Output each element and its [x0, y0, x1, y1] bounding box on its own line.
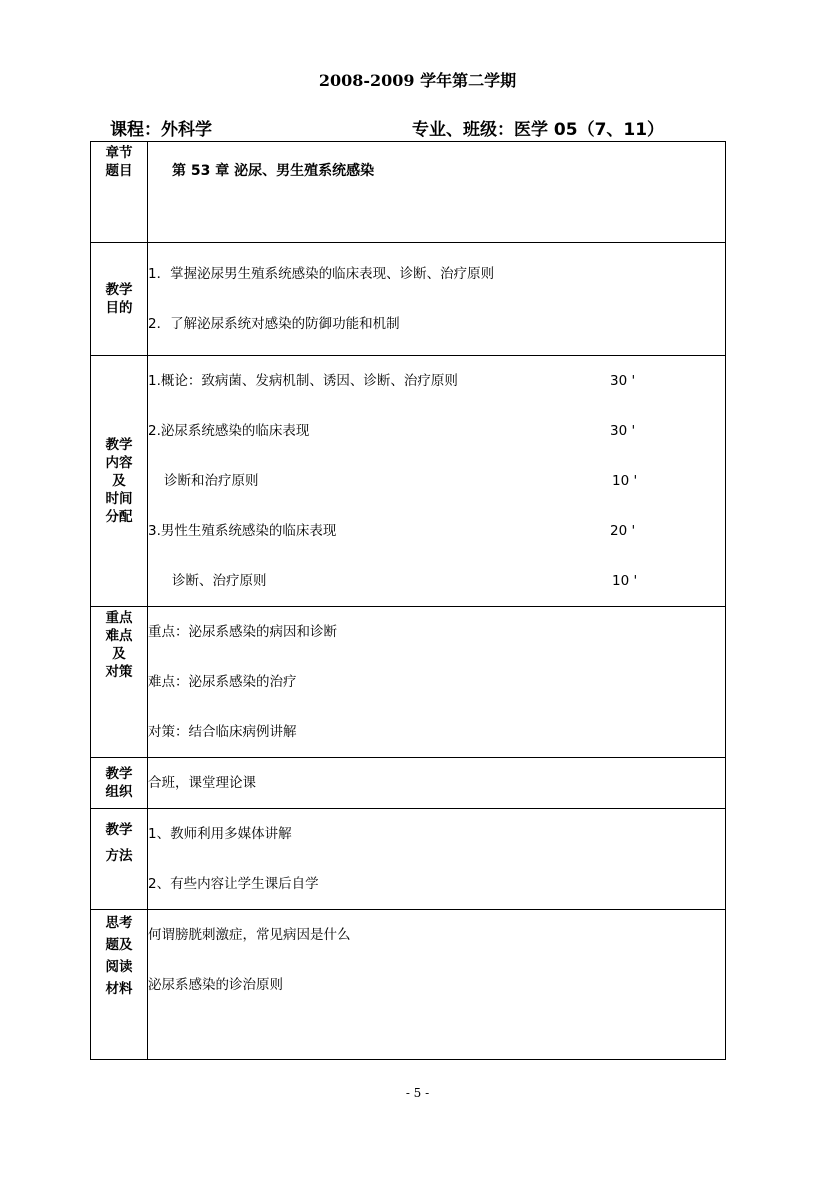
question-item: 何谓膀胱刺激症，常见病因是什么 [148, 927, 351, 943]
questions-label-text: 思考 题及 阅读 材料 [105, 915, 133, 997]
content-item [148, 406, 725, 456]
content-item [148, 556, 725, 606]
page-number: - 5 - [405, 1086, 430, 1100]
objectives-label [91, 243, 148, 356]
content-label [91, 356, 148, 607]
content-row [91, 356, 726, 607]
content-item-text: 1.概论：致病菌、发病机制、诱因、诊断、治疗原则 [148, 373, 458, 389]
chapter-cell [148, 142, 726, 243]
content-item-text: 诊断、治疗原则 [172, 573, 267, 589]
questions-row [91, 910, 726, 1060]
chapter-title: 第 53 章 泌尿、男生殖系统感染 [172, 163, 375, 179]
methods-label [91, 809, 148, 910]
content-item-time: 10 ' [612, 473, 638, 489]
organization-row [91, 758, 726, 809]
questions-cell [148, 910, 726, 1060]
content-item-text: 3.男性生殖系统感染的临床表现 [148, 523, 337, 539]
organization-label-text: 教学 组织 [105, 766, 133, 800]
objectives-row [91, 243, 726, 356]
class-info: 专业、班级：医学 05（7、11） [412, 120, 665, 140]
method-item: 2、有些内容让学生课后自学 [148, 876, 319, 892]
key-point-item: 难点：泌尿系感染的治疗 [148, 674, 297, 690]
content-item [148, 506, 725, 556]
chapter-label [91, 142, 148, 243]
chapter-row [91, 142, 726, 243]
questions-label [91, 910, 148, 1060]
organization-label [91, 758, 148, 809]
key-points-label [91, 607, 148, 758]
content-item-time: 30 ' [610, 423, 636, 439]
key-point-item: 对策：结合临床病例讲解 [148, 724, 297, 740]
key-points-cell [148, 607, 726, 758]
key-points-label-text: 重点 难点 及 对策 [105, 610, 133, 680]
organization-cell [148, 758, 726, 809]
methods-row [91, 809, 726, 910]
question-item: 泌尿系感染的诊治原则 [148, 977, 283, 993]
key-point-item: 重点：泌尿系感染的病因和诊断 [148, 624, 337, 640]
content-item [148, 356, 725, 406]
content-item-time: 30 ' [610, 373, 636, 389]
method-item: 1、教师利用多媒体讲解 [148, 826, 292, 842]
objectives-label-text: 教学 目的 [105, 282, 133, 316]
objective-item: 2．了解泌尿系统对感染的防御功能和机制 [148, 316, 400, 332]
methods-cell [148, 809, 726, 910]
course-name: 课程：外科学 [110, 120, 212, 140]
lesson-plan-table [90, 141, 726, 1060]
content-label-text: 教学 内容 及 时间 分配 [105, 437, 133, 525]
objectives-cell [148, 243, 726, 356]
chapter-label-text: 章节 题目 [105, 145, 133, 179]
content-item-time: 10 ' [612, 573, 638, 589]
content-item-text: 2.泌尿系统感染的临床表现 [148, 423, 310, 439]
organization-text: 合班，课堂理论课 [148, 775, 256, 791]
methods-label-text: 教学 方法 [105, 822, 133, 864]
objective-item: 1．掌握泌尿男生殖系统感染的临床表现、诊断、治疗原则 [148, 266, 495, 282]
page-title: 2008-2009 学年第二学期 [318, 71, 517, 90]
content-cell [148, 356, 726, 607]
content-item-time: 20 ' [610, 523, 636, 539]
content-item [148, 456, 725, 506]
content-item-text: 诊断和治疗原则 [164, 473, 259, 489]
key-points-row [91, 607, 726, 758]
